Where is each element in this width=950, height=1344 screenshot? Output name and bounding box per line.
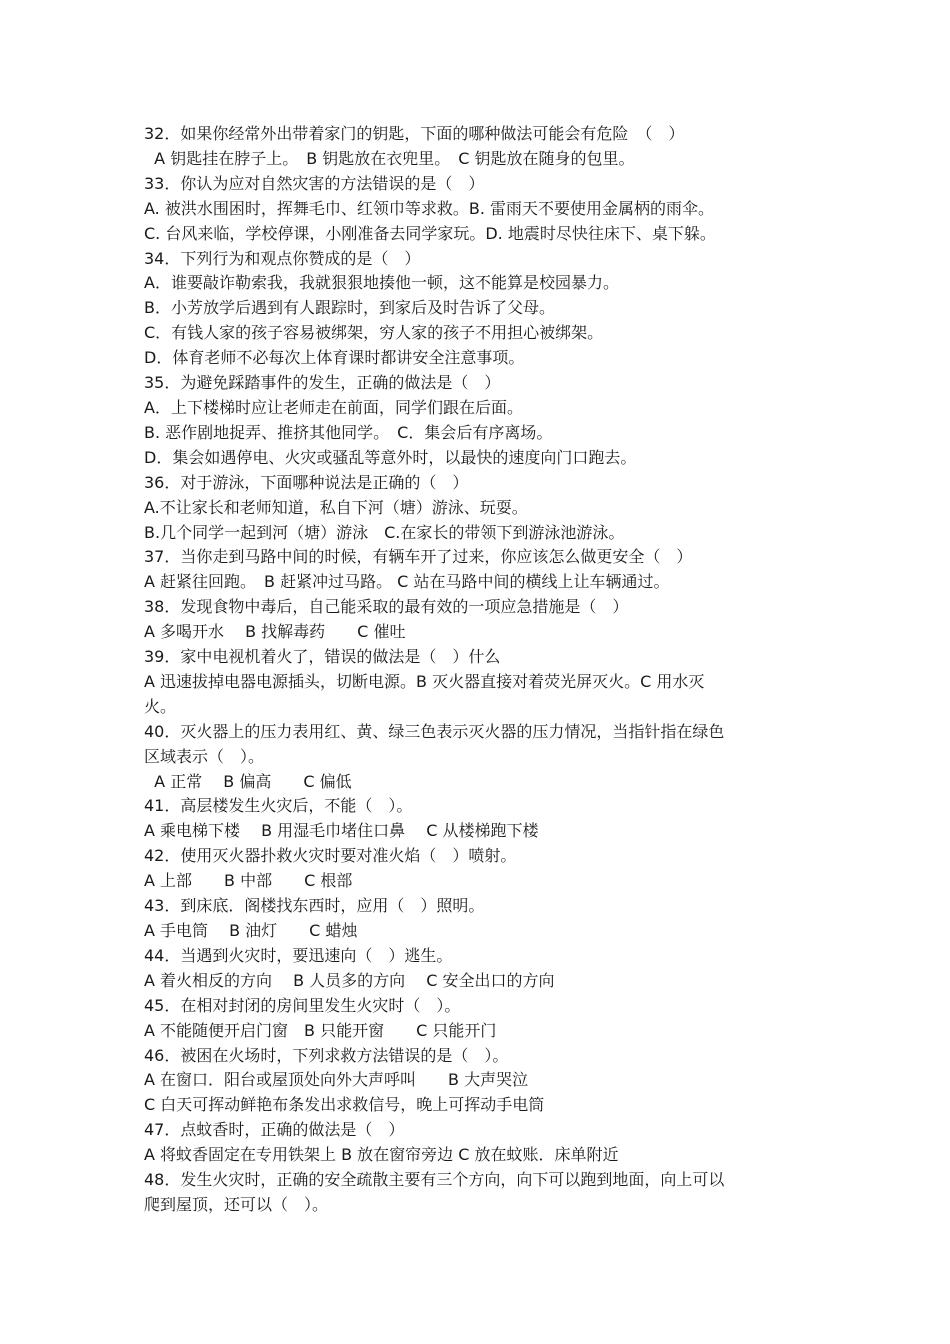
text-line: A 赶紧往回跑。 B 赶紧冲过马路。 C 站在马路中间的横线上让车辆通过。 [144, 572, 670, 592]
text-line: A 手电筒 B 油灯 C 蜡烛 [144, 921, 358, 940]
text-line: 41．高层楼发生火灾后，不能（ ）。 [144, 796, 413, 816]
text-line: A.不让家长和老师知道，私自下河（塘）游泳、玩耍。 [144, 497, 528, 517]
text-line: C．有钱人家的孩子容易被绑架，穷人家的孩子不用担心被绑架。 [144, 323, 604, 343]
text-line: 48．发生火灾时，正确的安全疏散主要有三个方向，向下可以跑到地面，向上可以 [144, 1170, 725, 1190]
text-line: 39．家中电视机着火了，错误的做法是（ ）什么 [144, 647, 501, 667]
text-line: 46．被困在火场时，下列求救方法错误的是（ ）。 [144, 1045, 509, 1065]
text-line: B. 恶作剧地捉弄、推挤其他同学。 C．集会后有序离场。 [144, 422, 553, 442]
text-line: 32．如果你经常外出带着家门的钥匙，下面的哪种做法可能会有危险 （ ） [144, 124, 685, 143]
text-line: 38．发现食物中毒后，自己能采取的最有效的一项应急措施是（ ） [144, 597, 629, 617]
text-line: A．上下楼梯时应让老师走在前面，同学们跟在后面。 [144, 397, 523, 417]
text-line: 37．当你走到马路中间的时候，有辆车开了过来，你应该怎么做更安全（ ） [144, 547, 693, 567]
text-line: 45．在相对封闭的房间里发生火灾时（ ）。 [144, 995, 461, 1015]
text-line: A 迅速拔掉电器电源插头，切断电源。B 灭火器直接对着荧光屏灭火。C 用水灭 [144, 671, 705, 691]
text-line: 区域表示（ ）。 [144, 746, 265, 766]
text-line: B．小芳放学后遇到有人跟踪时，到家后及时告诉了父母。 [144, 298, 555, 318]
text-line: A 着火相反的方向 B 人员多的方向 C 安全出口的方向 [144, 970, 555, 990]
text-line: A 上部 B 中部 C 根部 [144, 871, 353, 891]
text-line: 40．灭火器上的压力表用红、黄、绿三色表示灭火器的压力情况，当指针指在绿色 [144, 721, 725, 741]
text-line: C. 台风来临，学校停课，小刚准备去同学家玩。D. 地震时尽快往床下、桌下躲。 [144, 223, 716, 243]
text-line: B.几个同学一起到河（塘）游泳 C.在家长的带领下到游泳池游泳。 [144, 522, 625, 542]
text-line: 35．为避免踩踏事件的发生，正确的做法是（ ） [144, 373, 501, 393]
text-line: A 将蚊香固定在专用铁架上 B 放在窗帘旁边 C 放在蚊账．床单附近 [144, 1145, 619, 1165]
text-line: A 正常 B 偏高 C 偏低 [144, 771, 352, 791]
text-line: 36．对于游泳，下面哪种说法是正确的（ ） [144, 472, 469, 492]
text-line: A 钥匙挂在脖子上。 B 钥匙放在衣兜里。 C 钥匙放在随身的包里。 [144, 148, 635, 168]
text-line: 44．当遇到火灾时，要迅速向（ ）逃生。 [144, 945, 453, 965]
text-line: C 白天可挥动鲜艳布条发出求救信号，晚上可挥动手电筒 [144, 1095, 545, 1115]
text-line: A 不能随便开启门窗 B 只能开窗 C 只能开门 [144, 1020, 497, 1040]
text-line: 爬到屋顶，还可以（ ）。 [144, 1194, 329, 1214]
question-list [144, 122, 816, 1218]
text-line: 43．到床底．阁楼找东西时，应用（ ）照明。 [144, 896, 485, 916]
text-line: A 多喝开水 B 找解毒药 C 催吐 [144, 622, 406, 642]
text-line: A．谁要敲诈勒索我，我就狠狠地揍他一顿，这不能算是校园暴力。 [144, 273, 619, 293]
text-line: 34．下列行为和观点你赞成的是（ ） [144, 248, 421, 268]
text-line: A 乘电梯下楼 B 用湿毛巾堵住口鼻 C 从楼梯跑下楼 [144, 821, 539, 841]
text-line: A 在窗口．阳台或屋顶处向外大声呼叫 B 大声哭泣 [144, 1070, 529, 1090]
text-line: D．体育老师不必每次上体育课时都讲安全注意事项。 [144, 348, 525, 368]
text-line: 47．点蚊香时，正确的做法是（ ） [144, 1120, 405, 1140]
text-line: 火。 [144, 696, 177, 716]
text-line: D．集会如遇停电、火灾或骚乱等意外时，以最快的速度向门口跑去。 [144, 447, 637, 467]
text-line: 42．使用灭火器扑救火灾时要对准火焰（ ）喷射。 [144, 846, 517, 866]
text-line: A. 被洪水围困时，挥舞毛巾、红领巾等求救。B. 雷雨天不要使用金属柄的雨伞。 [144, 198, 714, 218]
text-line: 33．你认为应对自然灾害的方法错误的是（ ） [144, 173, 485, 193]
